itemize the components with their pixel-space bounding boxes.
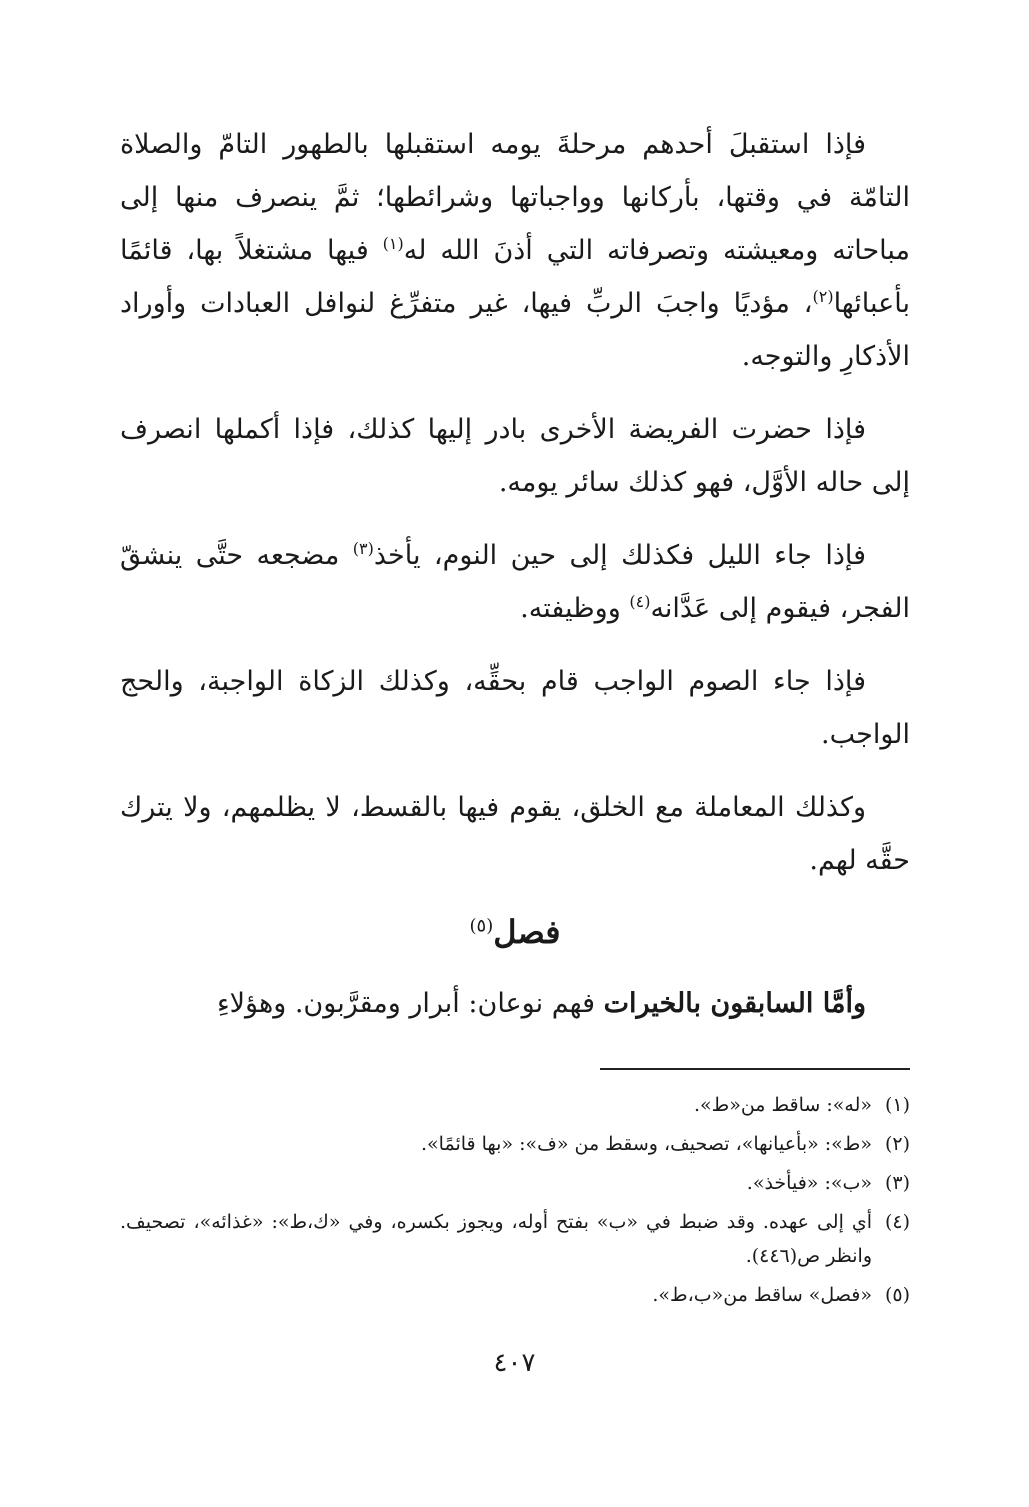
footnote-4 <box>120 1205 910 1273</box>
paragraph-3-text-c: ووظيفته. <box>520 593 630 624</box>
footnote-text: أي إلى عهده. وقد ضبط في «ب» بفتح أوله، ويجوز بكسره، وفي «ك،ط»: «غذائه»، تصحيف. وانظر ص(٤٤٦). <box>120 1211 872 1267</box>
paragraph-1-text-b: فيها مشتغلاً بها، قائمًا بأعبائها <box>120 235 910 319</box>
page-content <box>120 118 910 1317</box>
paragraph-4 <box>120 655 910 761</box>
footnote-number: (٣) <box>884 1172 910 1194</box>
paragraph-2 <box>120 403 910 509</box>
section-paragraph-lead: وأمَّا السابقون بالخيرات <box>603 988 866 1019</box>
paragraph-3-text-b: مضجعه حتَّى ينشقّ الفجر، فيقوم إلى عَدَّانه <box>120 540 910 624</box>
section-paragraph <box>120 977 910 1030</box>
footnote-text: «له»: ساقط من«ط». <box>693 1094 872 1116</box>
paragraph-2-text: فإذا حضرت الفريضة الأخرى بادر إليها كذلك، فإذا أكملها انصرف إلى حاله الأوَّل، فهو كذلك سائر يومه. <box>120 414 910 498</box>
paragraph-3 <box>120 529 910 635</box>
section-heading <box>120 907 910 957</box>
footnote-1 <box>120 1088 910 1122</box>
section-paragraph-rest: فهم نوعان: أبرار ومقرَّبون. وهؤلاءِ <box>216 988 604 1019</box>
paragraph-1-text-a: فإذا استقبلَ أحدهم مرحلةَ يومه استقبلها بالطهور التامّ والصلاة التامّة في وقتها، بأركانها وواجباتها وشرائطها؛ ثمَّ ينصرف منها إلى مباحاته ومعيشته وتصرفاته التي أذنَ الله له <box>120 129 910 266</box>
paragraph-1 <box>120 118 910 383</box>
paragraph-1-text-c: ، مؤديًا واجبَ الربِّ فيها، غير متفرِّغ لنوافل العبادات وأوراد الأذكارِ والتوجه. <box>120 288 910 372</box>
footnote-number: (٤) <box>884 1211 910 1233</box>
footnotes-list <box>120 1088 910 1312</box>
paragraph-3-text-a: فإذا جاء الليل فكذلك إلى حين النوم، يأخذ <box>373 540 866 571</box>
footnote-number: (٥) <box>884 1284 910 1306</box>
footnote-number: (٢) <box>884 1133 910 1155</box>
footnote-2 <box>120 1127 910 1161</box>
footnote-ref-3: (٣) <box>352 539 374 558</box>
footnote-text: «ط»: «بأعيانها»، تصحيف، وسقط من «ف»: «بها قائمًا». <box>421 1133 872 1155</box>
footnote-separator <box>600 1068 910 1070</box>
page-number: ٤٠٧ <box>493 1348 536 1378</box>
section-title: فصل <box>493 913 561 951</box>
paragraph-5-text: وكذلك المعاملة مع الخلق، يقوم فيها بالقسط، لا يظلمهم، ولا يترك حقَّه لهم. <box>120 792 910 876</box>
footnote-5 <box>120 1278 910 1312</box>
footnote-number: (١) <box>884 1094 910 1116</box>
footnote-text: «ب»: «فيأخذ». <box>746 1172 872 1194</box>
paragraph-5 <box>120 781 910 887</box>
footnote-3 <box>120 1166 910 1200</box>
paragraph-4-text: فإذا جاء الصوم الواجب قام بحقِّه، وكذلك الزكاة الواجبة، والحج الواجب. <box>120 666 910 750</box>
footnote-text: «فصل» ساقط من«ب،ط». <box>652 1284 872 1306</box>
footnote-ref-1: (١) <box>382 234 404 253</box>
footnote-ref-2: (٢) <box>812 287 834 306</box>
footnote-ref-4: (٤) <box>629 592 651 611</box>
footnote-ref-5: (٥) <box>469 915 494 937</box>
